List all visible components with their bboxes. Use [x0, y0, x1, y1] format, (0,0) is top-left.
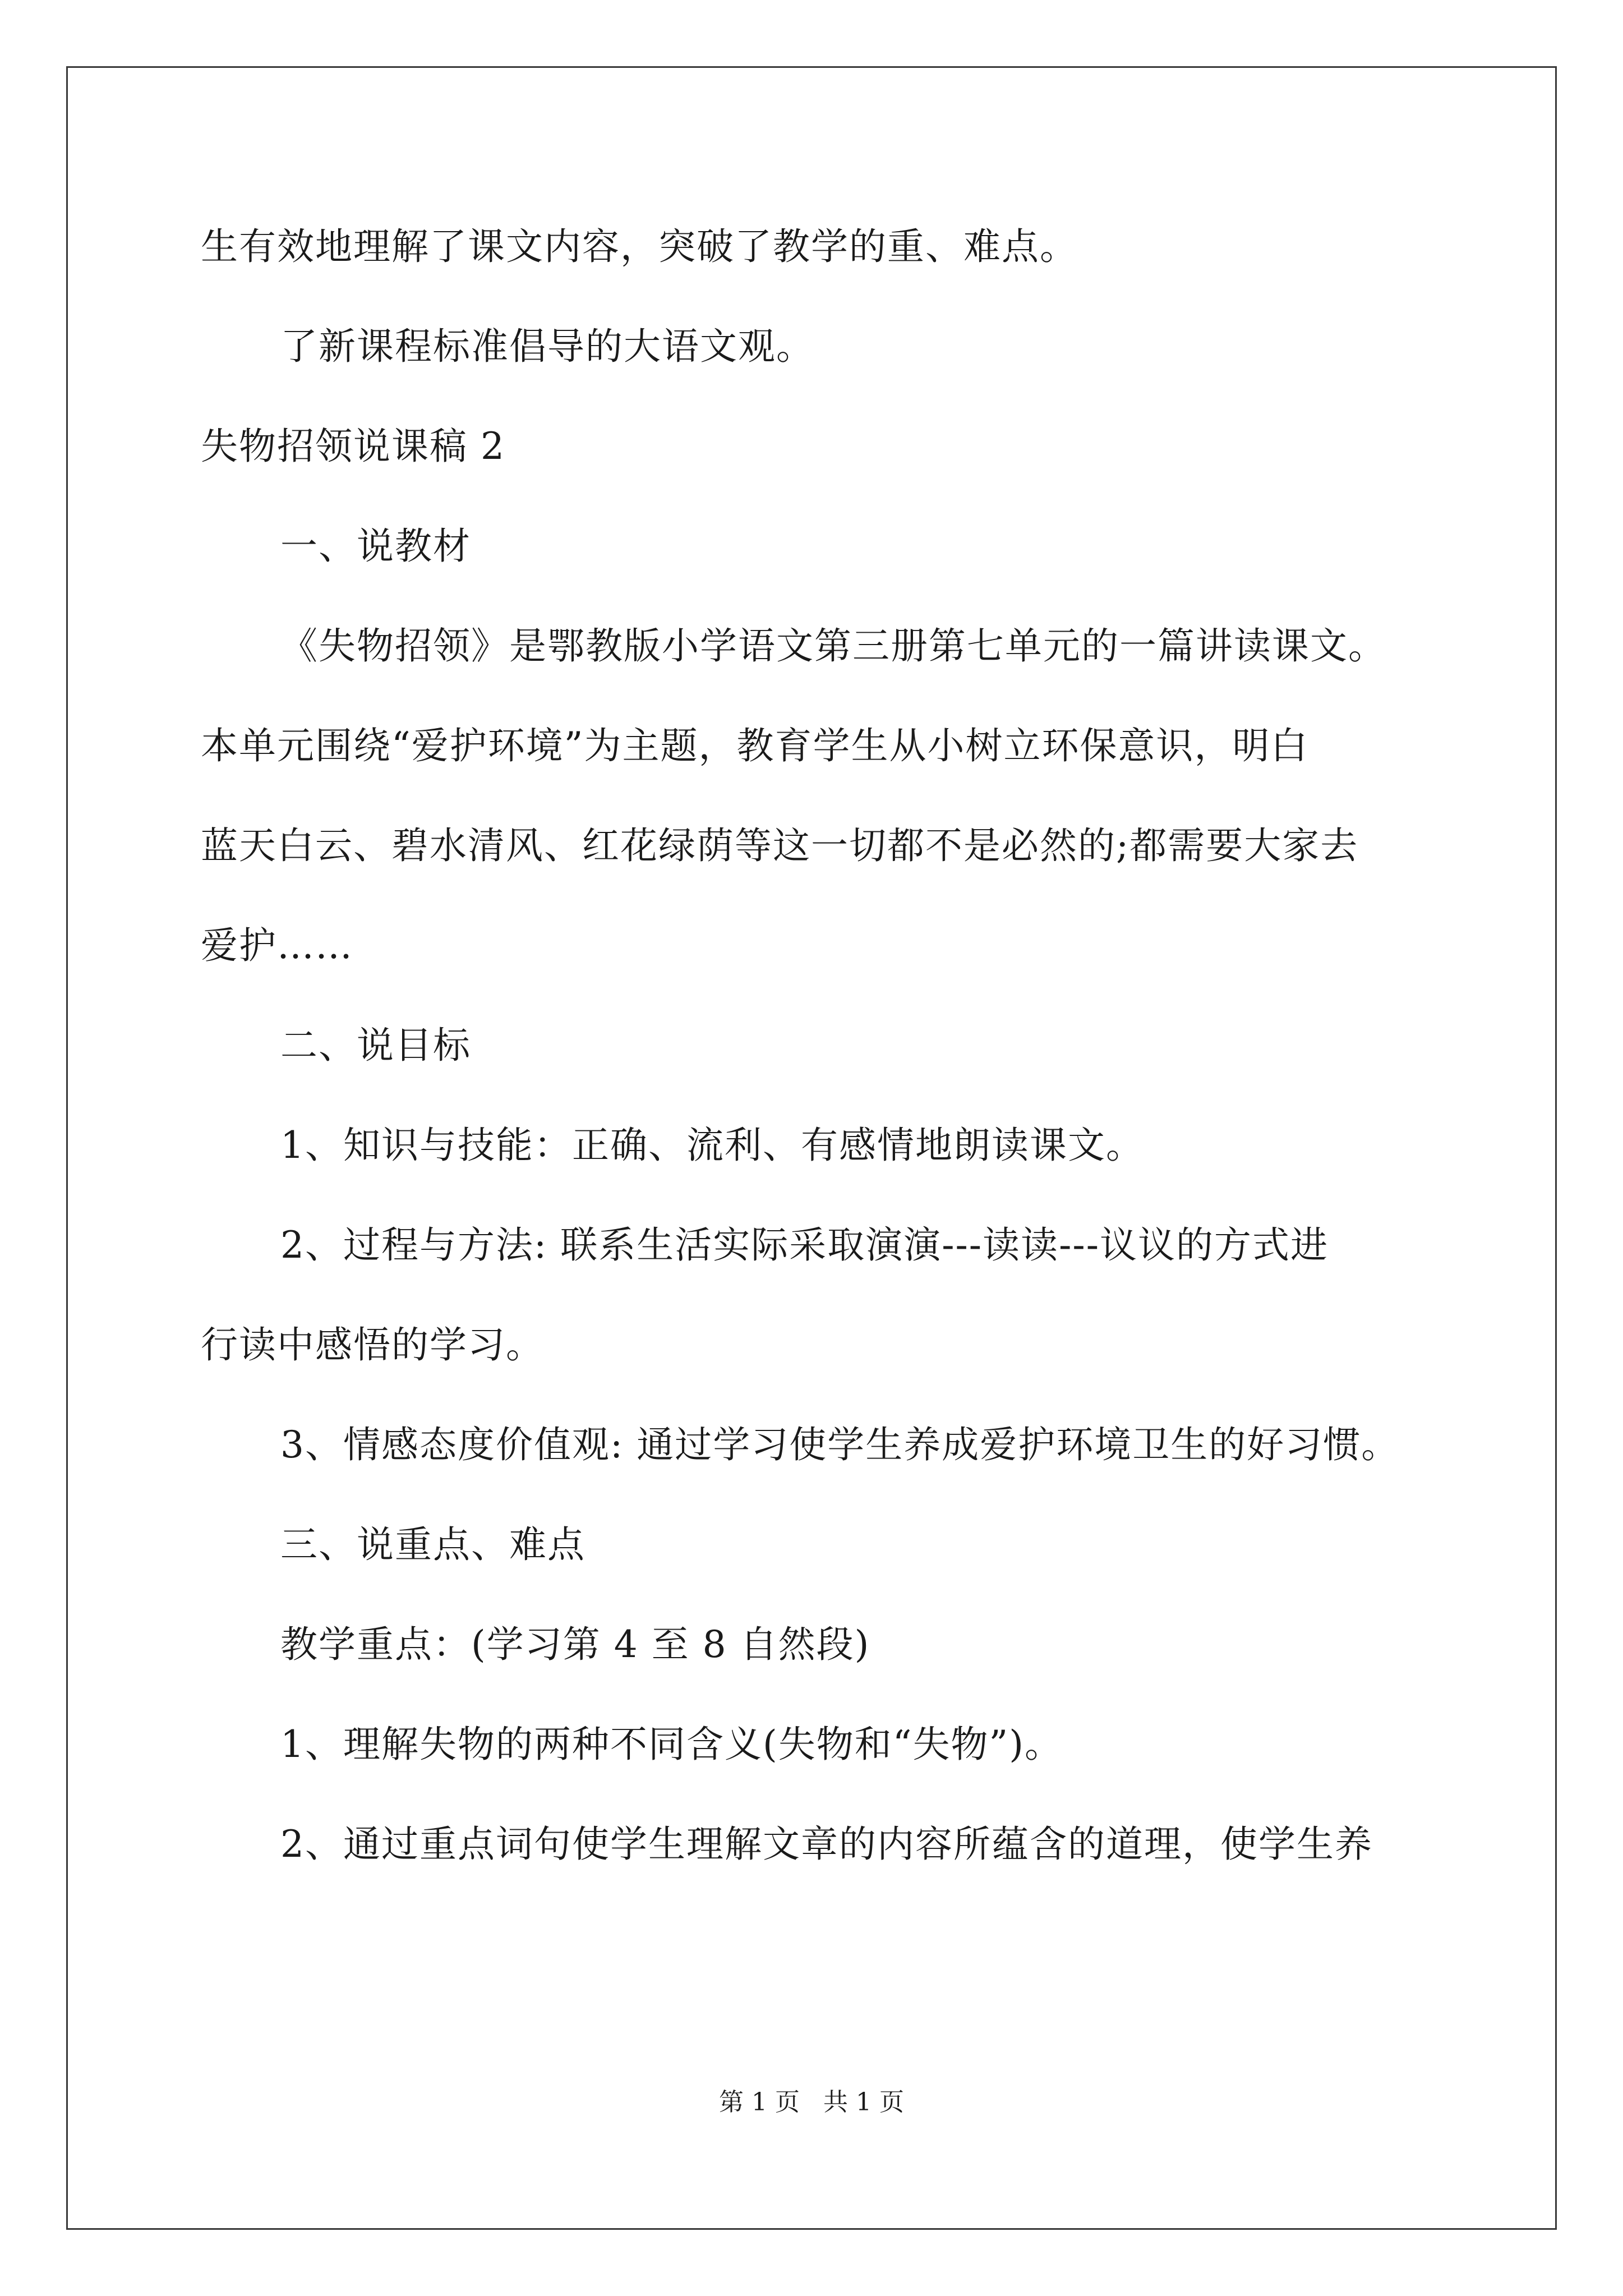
heading-line: 一、说教材 [280, 524, 471, 568]
text-line: 生有效地理解了课文内容，突破了教学的重、难点。 [201, 225, 1078, 268]
text-line: 《失物招领》是鄂教版小学语文第三册第七单元的一篇讲读课文。 [280, 624, 1386, 668]
text-line: 2、通过重点词句使学生理解文章的内容所蕴含的道理，使学生养 [280, 1823, 1373, 1866]
section-title: 失物招领说课稿 2 [201, 425, 505, 468]
text-line: 1、知识与技能：正确、流利、有感情地朗读课文。 [280, 1124, 1144, 1167]
heading-line: 三、说重点、难点 [280, 1523, 585, 1566]
text-line: 爱护…… [201, 924, 353, 967]
text-line: 本单元围绕“爱护环境”为主题，教育学生从小树立环保意识，明白 [201, 724, 1309, 767]
text-line: 行读中感悟的学习。 [201, 1323, 544, 1366]
heading-line: 二、说目标 [280, 1024, 471, 1067]
text-line: 3、情感态度价值观: 通过学习使学生养成爱护环境卫生的好习惯。 [280, 1423, 1400, 1466]
text-line: 蓝天白云、碧水清风、红花绿荫等这一切都不是必然的;都需要大家去 [201, 824, 1359, 867]
text-line: 了新课程标准倡导的大语文观。 [280, 325, 814, 368]
text-line: 2、过程与方法: 联系生活实际采取演演---读读---议议的方式进 [280, 1223, 1329, 1267]
page-number-footer: 第 1 页 共 1 页 [719, 2088, 904, 2116]
text-line: 1、理解失物的两种不同含义(失物和“失物”)。 [280, 1723, 1063, 1766]
text-line: 教学重点：(学习第 4 至 8 自然段) [280, 1623, 870, 1666]
